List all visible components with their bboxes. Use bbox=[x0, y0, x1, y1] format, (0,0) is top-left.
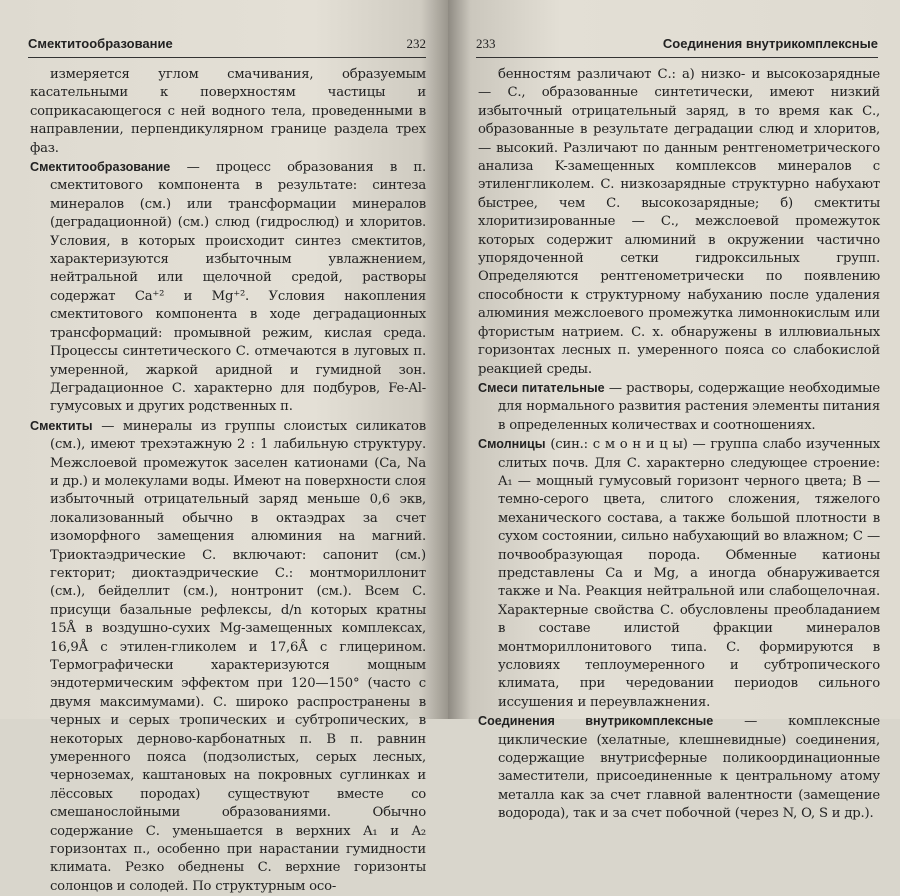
continued-paragraph: измеряется углом смачивания, образуемым касательными к поверхностям частицы и соприкасающегося с ней водного тела, проведенными в направлении, перпендикулярном границе раздела трех фаз. bbox=[30, 67, 426, 156]
dictionary-entry bbox=[478, 712, 880, 823]
entry-text: — процесс образования в п. смектитового компонента в результате: синтеза минералов (см.) или трансформации минералов (деградационной) (см.) слюд (гидрослюд) и хлоритов. Условия, в которых происходит синтез смектитов, характеризуются избыточным увлажнением, нейтральной или щелочной средой, растворы содержат Ca⁺² и Mg⁺². Условия накопления смектитового компонента в ходе деградационных трансформаций: промывной режим, кислая среда. Процессы синтетического С. отмечаются в луговых п. умеренной, жаркой аридной и гумидной зон. Деградационное С. характерно для подбуров, Fe-Al-гумусовых и других родственных п. bbox=[50, 160, 426, 415]
entry-text: — растворы, содержащие необходимые для нормального развития растения элементы питания в определенных количествах и соотношениях. bbox=[498, 380, 880, 433]
left-header-title: Смектитообразование bbox=[28, 36, 173, 51]
entry-term: Смектиты bbox=[30, 418, 93, 433]
right-header-title: Соединения внутрикомплексные bbox=[662, 36, 878, 51]
entry-term: Смолницы bbox=[478, 437, 546, 452]
continued-paragraph: бенностям различают С.: а) низко- и высокозарядные — С., образованные синтетически, имеют низкий избыточный отрицательный заряд, в то время как С., образованные в результате деградации слюд и хлоритов, — высокий. Различают по данным рентгенометрического анализа K-замещенных комплексов минералов с этиленгликолем. С. низкозарядные структурно набухают быстрее, чем С. высокозарядные; б) смектиты хлоритизированные — С., межслоевой промежуток которых содержит алюминий в окружении частично упорядоченной сетки гидроксильных групп. Определяются рентгенометрически по появлению способности к структурному набуханию после удаления алюминия межслоевого промежутка лимоннокислым или фтористым натрием. С. х. обнаружены в иллювиальных горизонтах лесных п. умеренного пояса со слабокислой реакцией среды. bbox=[478, 67, 880, 377]
entry-term: Смеси питательные bbox=[478, 380, 605, 395]
entry-text: (син.: с м о н и ц ы) — группа слабо изученных слитых почв. Для С. характерно следующее строение: A₁ — мощный гумусовый горизонт черного цвета; B — темно-серого цвета, слитого сложения, тяжелого механического состава, а также большой плотности в сухом состоянии, сильно набухающий во влажном; C — почвообразующая порода. Обменные катионы представлены Ca и Mg, а иногда обнаруживается также и Na. Реакция нейтральной или слабощелочная. Характерные свойства С. обусловлены преобладанием в составе илистой фракции минералов монтмориллонитового типа. С. формируются в условиях теплоумеренного и субтропического климата, при чередовании периодов сильного иссушения и переувлажнения. bbox=[498, 437, 880, 710]
left-page bbox=[0, 0, 448, 894]
right-header-rule bbox=[476, 57, 878, 58]
entry-text: — минералы из группы слоистых силикатов (см.), имеют трехэтажную 2 : 1 лабильную структуру. Межслоевой промежуток заселен катионами (Ca, Na и др.) и молекулами воды. Имеют на поверхности слоя избыточный отрицательный заряд меньше 0,6 экв, локализованный обычно в октаэдрах за счет изоморфного замещения алюминия на магний. Триоктаэдрические С. включают: сапонит (см.) гекторит; диоктаэдрические С.: монтмориллонит (см.), бейделлит (см.), нонтронит (см.). Всем С. присущи базальные рефлексы, d/n которых кратны 15Å в воздушно-сухих Mg-замещенных комплексах, 16,9Å с этилен-гликолем и 17,6Å с глицерином. Термографически характеризуются мощным эндотермическим эффектом при 120—150° (часто с двумя максимумами). С. широко распространены в черных и серых тропических и субтропических, в некоторых дерново-карбонатных п. В п. равнин умеренного пояса (подзолистых, серых лесных, черноземах, каштановых на покровных суглинках и лёссовых породах) существуют вместе со смешанослойными образованиями. Обычно содержание С. уменьшается в верхних A₁ и A₂ горизонтах п., особенно при нарастании гумидности климата. Резко обеднены С. верхние горизонты солонцов и солодей. По структурным осо- bbox=[50, 418, 426, 894]
dictionary-entry bbox=[30, 158, 426, 417]
left-header-rule bbox=[28, 57, 426, 58]
left-running-header bbox=[28, 36, 426, 56]
dictionary-entry bbox=[478, 379, 880, 435]
left-page-body bbox=[30, 66, 426, 896]
dictionary-entry bbox=[30, 417, 426, 896]
entry-term: Соединения внутрикомплексные bbox=[478, 714, 714, 729]
entry-term: Смектитообразование bbox=[30, 160, 171, 175]
right-running-header bbox=[476, 36, 878, 56]
left-page-number: 232 bbox=[406, 36, 426, 51]
right-page bbox=[448, 0, 900, 822]
dictionary-entry bbox=[478, 435, 880, 712]
right-page-body bbox=[478, 66, 880, 824]
right-page-number: 233 bbox=[476, 36, 496, 51]
entry-text: — комплексные циклические (хелатные, клешневидные) соединения, содержащие внутрисферные поликоординационные заместители, присоединенные к центральному атому металла как за счет главной валентности (замещение водорода), так и за счет побочной (через N, O, S и др.). bbox=[498, 714, 880, 822]
